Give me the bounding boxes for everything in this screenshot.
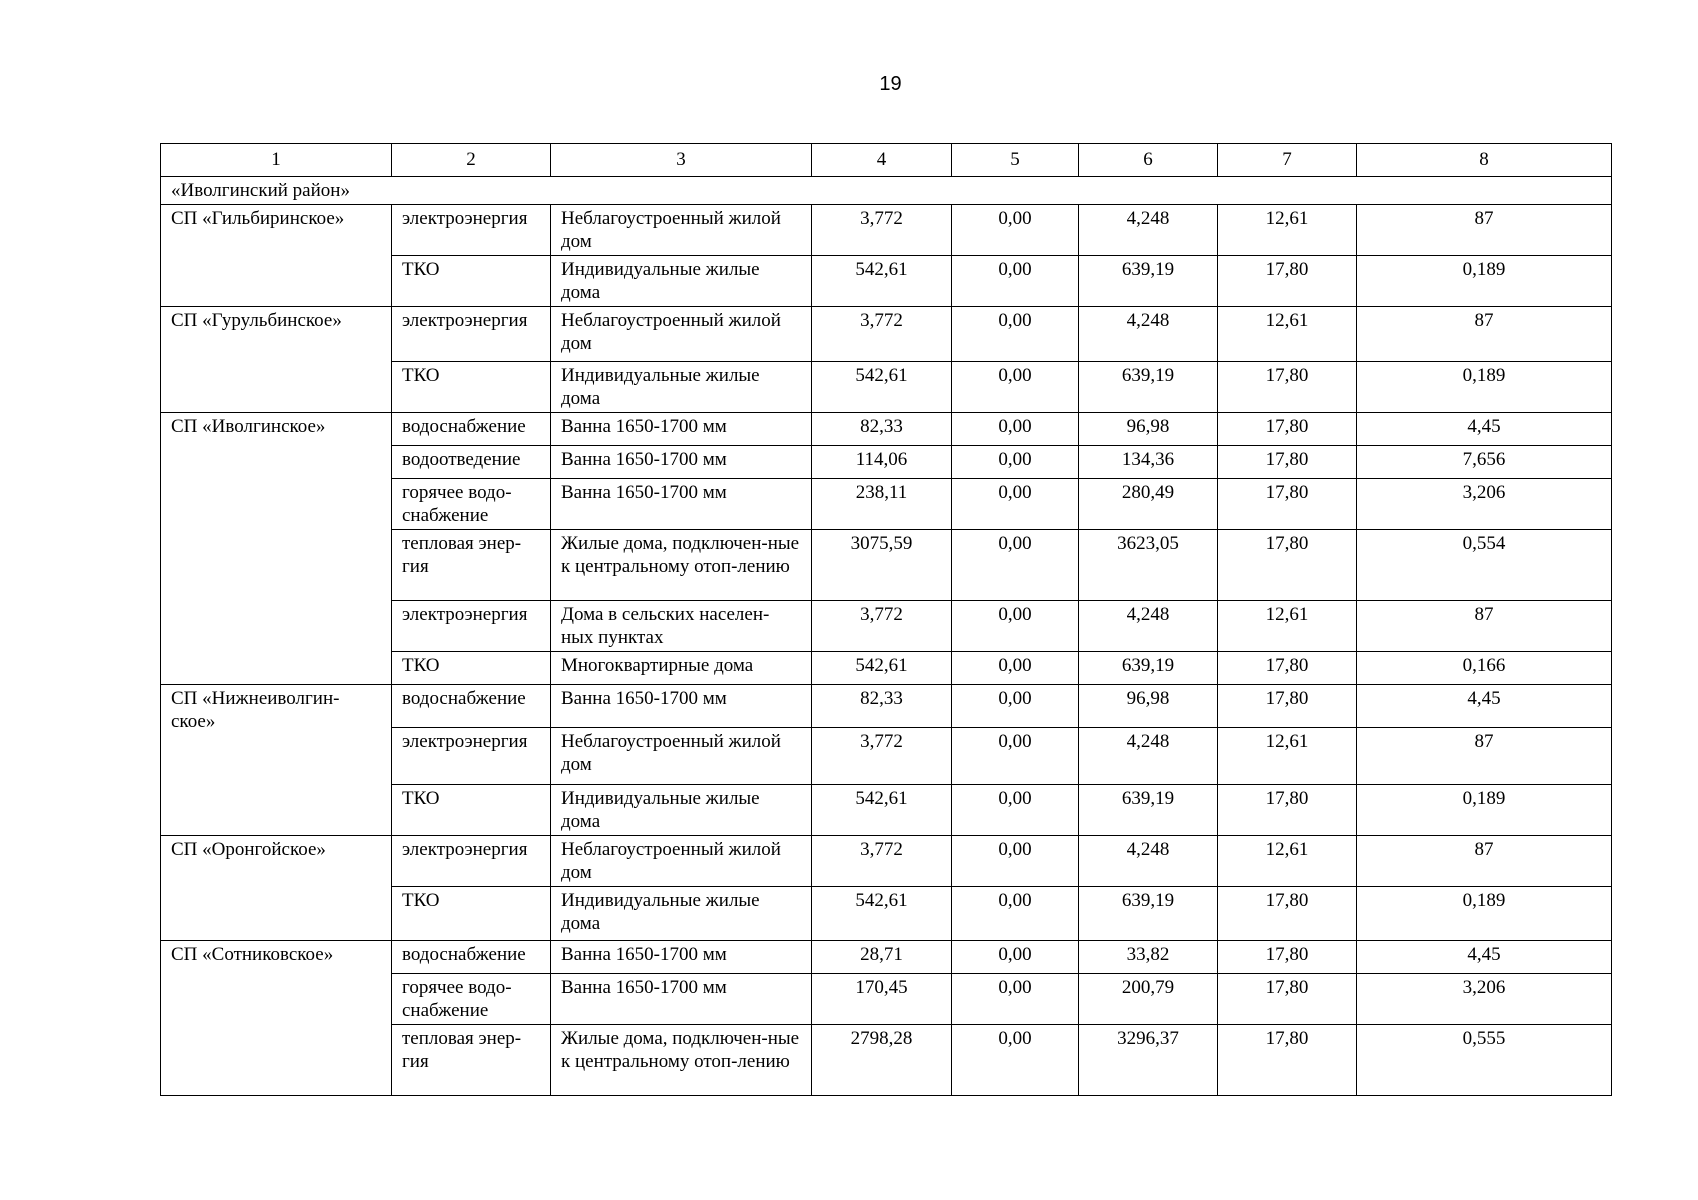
value-col5: 0,00 [952,941,1079,974]
table-row [161,205,1612,256]
column-number: 5 [952,144,1079,177]
column-number: 2 [392,144,551,177]
value-col4: 2798,28 [812,1025,952,1096]
column-number: 4 [812,144,952,177]
value-col4: 3,772 [812,836,952,887]
service-cell: водоснабжение [392,413,551,446]
value-col7: 17,80 [1218,685,1357,728]
table-row [161,941,1612,974]
category-cell: Ванна 1650-1700 мм [551,685,812,728]
page-number: 19 [879,73,902,95]
value-col7: 17,80 [1218,887,1357,941]
value-col8: 7,656 [1357,446,1612,479]
value-col7: 12,61 [1218,728,1357,785]
value-col8: 4,45 [1357,685,1612,728]
value-col8: 87 [1357,728,1612,785]
value-col4: 114,06 [812,446,952,479]
value-col4: 28,71 [812,941,952,974]
column-number: 6 [1079,144,1218,177]
table-row [161,413,1612,446]
value-col5: 0,00 [952,1025,1079,1096]
value-col4: 542,61 [812,652,952,685]
value-col6: 3623,05 [1079,530,1218,601]
service-cell: электроэнергия [392,601,551,652]
service-cell: электроэнергия [392,836,551,887]
service-cell: электроэнергия [392,728,551,785]
column-number: 1 [161,144,392,177]
district-name: «Иволгинский район» [161,177,1612,205]
value-col6: 4,248 [1079,307,1218,362]
value-col5: 0,00 [952,479,1079,530]
value-col6: 4,248 [1079,205,1218,256]
category-cell: Ванна 1650-1700 мм [551,941,812,974]
service-cell: водоснабжение [392,941,551,974]
value-col4: 82,33 [812,413,952,446]
service-cell: водоотведение [392,446,551,479]
settlement-cell: СП «Гильбиринское» [161,205,392,307]
value-col7: 12,61 [1218,836,1357,887]
value-col7: 17,80 [1218,974,1357,1025]
settlement-cell: СП «Сотниковское» [161,941,392,1096]
value-col6: 4,248 [1079,728,1218,785]
value-col4: 3075,59 [812,530,952,601]
value-col7: 12,61 [1218,307,1357,362]
category-cell: Дома в сельских населен-ных пунктах [551,601,812,652]
column-number: 8 [1357,144,1612,177]
value-col5: 0,00 [952,836,1079,887]
value-col8: 0,189 [1357,887,1612,941]
category-cell: Ванна 1650-1700 мм [551,479,812,530]
service-cell: ТКО [392,652,551,685]
value-col4: 3,772 [812,205,952,256]
value-col5: 0,00 [952,728,1079,785]
value-col7: 12,61 [1218,601,1357,652]
category-cell: Жилые дома, подключен-ные к центральному отоп-лению [551,1025,812,1096]
value-col7: 17,80 [1218,652,1357,685]
value-col8: 0,189 [1357,362,1612,413]
value-col8: 87 [1357,307,1612,362]
category-cell: Неблагоустроенный жилой дом [551,205,812,256]
value-col6: 4,248 [1079,601,1218,652]
value-col6: 96,98 [1079,685,1218,728]
category-cell: Неблагоустроенный жилой дом [551,307,812,362]
value-col8: 0,166 [1357,652,1612,685]
value-col4: 170,45 [812,974,952,1025]
column-number-row [161,144,1612,177]
value-col7: 17,80 [1218,785,1357,836]
value-col8: 87 [1357,205,1612,256]
value-col5: 0,00 [952,887,1079,941]
service-cell: ТКО [392,256,551,307]
category-cell: Неблагоустроенный жилой дом [551,728,812,785]
value-col5: 0,00 [952,530,1079,601]
value-col5: 0,00 [952,652,1079,685]
settlement-cell: СП «Нижнеиволгин-ское» [161,685,392,836]
value-col6: 4,248 [1079,836,1218,887]
value-col7: 17,80 [1218,530,1357,601]
value-col8: 87 [1357,601,1612,652]
value-col6: 96,98 [1079,413,1218,446]
service-cell: ТКО [392,887,551,941]
service-cell: горячее водо-снабжение [392,479,551,530]
category-cell: Неблагоустроенный жилой дом [551,836,812,887]
district-row [161,177,1612,205]
table-row [161,685,1612,728]
service-cell: электроэнергия [392,307,551,362]
value-col8: 87 [1357,836,1612,887]
value-col6: 134,36 [1079,446,1218,479]
category-cell: Индивидуальные жилые дома [551,256,812,307]
column-number: 3 [551,144,812,177]
value-col8: 3,206 [1357,479,1612,530]
value-col5: 0,00 [952,785,1079,836]
service-cell: водоснабжение [392,685,551,728]
value-col5: 0,00 [952,256,1079,307]
value-col6: 639,19 [1079,652,1218,685]
value-col7: 17,80 [1218,413,1357,446]
category-cell: Ванна 1650-1700 мм [551,974,812,1025]
value-col4: 542,61 [812,256,952,307]
value-col8: 0,189 [1357,256,1612,307]
tariff-table [160,143,1612,1096]
service-cell: тепловая энер-гия [392,530,551,601]
value-col8: 4,45 [1357,413,1612,446]
value-col8: 0,555 [1357,1025,1612,1096]
value-col5: 0,00 [952,362,1079,413]
value-col7: 17,80 [1218,446,1357,479]
value-col4: 82,33 [812,685,952,728]
value-col5: 0,00 [952,307,1079,362]
value-col5: 0,00 [952,685,1079,728]
settlement-cell: СП «Оронгойское» [161,836,392,941]
category-cell: Ванна 1650-1700 мм [551,413,812,446]
category-cell: Жилые дома, подключен-ные к центральному отоп-лению [551,530,812,601]
value-col4: 542,61 [812,362,952,413]
value-col7: 12,61 [1218,205,1357,256]
value-col6: 200,79 [1079,974,1218,1025]
value-col6: 639,19 [1079,785,1218,836]
service-cell: ТКО [392,785,551,836]
category-cell: Индивидуальные жилые дома [551,362,812,413]
value-col5: 0,00 [952,413,1079,446]
value-col4: 542,61 [812,887,952,941]
value-col6: 639,19 [1079,362,1218,413]
value-col4: 238,11 [812,479,952,530]
column-number: 7 [1218,144,1357,177]
value-col6: 33,82 [1079,941,1218,974]
value-col6: 639,19 [1079,887,1218,941]
category-cell: Многоквартирные дома [551,652,812,685]
category-cell: Индивидуальные жилые дома [551,887,812,941]
value-col5: 0,00 [952,446,1079,479]
value-col6: 639,19 [1079,256,1218,307]
value-col8: 3,206 [1357,974,1612,1025]
value-col6: 280,49 [1079,479,1218,530]
value-col4: 3,772 [812,307,952,362]
service-cell: горячее водо-снабжение [392,974,551,1025]
value-col5: 0,00 [952,601,1079,652]
value-col8: 4,45 [1357,941,1612,974]
category-cell: Индивидуальные жилые дома [551,785,812,836]
value-col7: 17,80 [1218,941,1357,974]
value-col5: 0,00 [952,205,1079,256]
value-col6: 3296,37 [1079,1025,1218,1096]
table-row [161,836,1612,887]
value-col4: 3,772 [812,601,952,652]
value-col4: 3,772 [812,728,952,785]
settlement-cell: СП «Гурульбинское» [161,307,392,413]
settlement-cell: СП «Иволгинское» [161,413,392,685]
value-col7: 17,80 [1218,362,1357,413]
service-cell: ТКО [392,362,551,413]
service-cell: электроэнергия [392,205,551,256]
service-cell: тепловая энер-гия [392,1025,551,1096]
table-row [161,307,1612,362]
value-col7: 17,80 [1218,256,1357,307]
value-col8: 0,189 [1357,785,1612,836]
value-col8: 0,554 [1357,530,1612,601]
value-col7: 17,80 [1218,479,1357,530]
value-col4: 542,61 [812,785,952,836]
value-col7: 17,80 [1218,1025,1357,1096]
category-cell: Ванна 1650-1700 мм [551,446,812,479]
value-col5: 0,00 [952,974,1079,1025]
